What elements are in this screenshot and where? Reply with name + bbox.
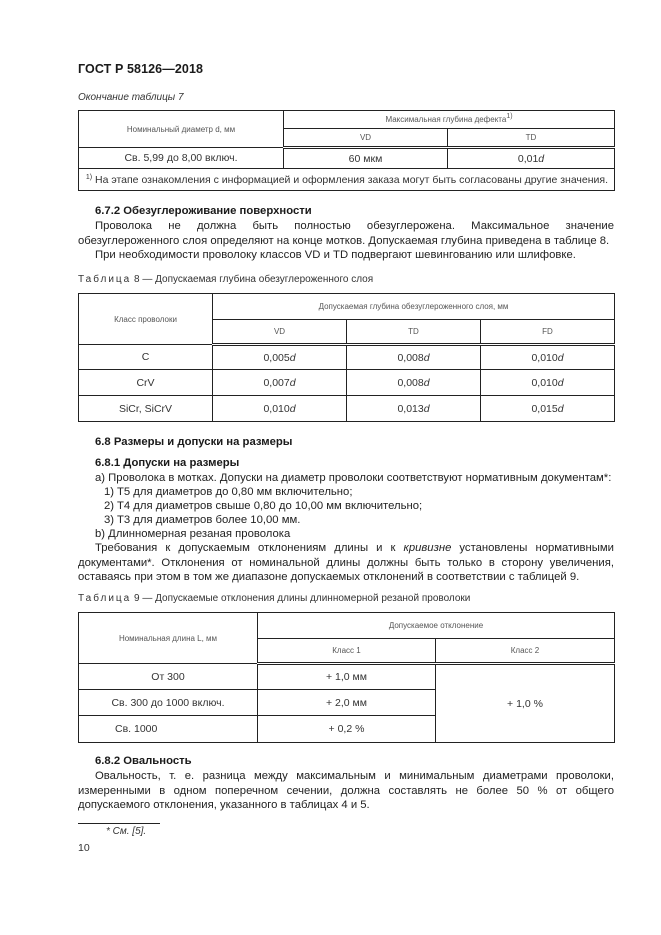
table-row — [79, 345, 615, 370]
section-6-8-1-subitem-2: 2) T4 для диаметров свыше 0,80 до 10,00 мм включительно; — [104, 500, 423, 512]
table9-subheader-class2: Класс 2 — [436, 639, 615, 664]
table8-cell-vd: 0,007d — [213, 370, 347, 396]
page-number: 10 — [78, 842, 90, 854]
table8-cell-vd: 0,005d — [213, 345, 347, 370]
table9-caption: Таблица 9 — Допускаемые отклонения длины длинномерной резаной проволоки — [78, 593, 471, 604]
footnote-separator — [78, 823, 160, 824]
table9-cell-length: От 300 — [79, 664, 258, 690]
table7-header-diameter: Номинальный диаметр d, мм — [79, 111, 284, 148]
table8-cell-td: 0,008d — [347, 370, 481, 396]
table8-cell-vd: 0,010d — [213, 396, 347, 422]
table7-cell-vd: 60 мкм — [284, 148, 448, 169]
table-7 — [78, 110, 615, 191]
section-6-8-title: 6.8 Размеры и допуски на размеры — [95, 436, 293, 448]
table9-cell-class2-merged: + 1,0 % — [436, 664, 615, 743]
section-6-8-1-title: 6.8.1 Допуски на размеры — [95, 457, 240, 469]
section-6-8-1-para-b: Требования к допускаемым отклонениям длины и к кривизне установлены нормативными документами*. Отклонения от номинальной длины должны быть только в сторону увеличения, оставаясь при этом в том же диапазоне допускаемых отклонений в соответствии с таблицей 9. — [78, 542, 614, 584]
table8-cell-class: SiCr, SiCrV — [79, 396, 213, 422]
table7-subheader-vd: VD — [284, 129, 448, 148]
section-6-7-2-para2: При необходимости проволоку классов VD и TD подвергают шевингованию или шлифовке. — [95, 249, 576, 261]
section-6-8-1-subitem-1: 1) T5 для диаметров до 0,80 мм включительно; — [104, 486, 353, 498]
table-row — [79, 664, 615, 690]
table9-subheader-class1: Класс 1 — [258, 639, 436, 664]
table9-header-deviation: Допускаемое отклонение — [258, 613, 615, 639]
table9-cell-class1: + 2,0 мм — [258, 690, 436, 716]
table-row — [79, 396, 615, 422]
table9-cell-length: Св. 300 до 1000 включ. — [79, 690, 258, 716]
table7-cell-diameter: Св. 5,99 до 8,00 включ. — [79, 148, 284, 169]
section-6-7-2-title: 6.7.2 Обезуглероживание поверхности — [95, 205, 312, 217]
table8-cell-fd: 0,015d — [481, 396, 615, 422]
section-6-7-2-para1: Проволока не должна быть полностью обезуглерожена. Максимальное значение обезуглероженного слоя определяют на конце мотков. Допускаемая глубина приведена в таблице 8. — [78, 220, 614, 247]
table-row — [79, 148, 615, 169]
section-6-8-1-item-b: b) Длинномерная резаная проволока — [95, 528, 291, 540]
table8-header-depth: Допускаемая глубина обезуглероженного слоя, мм — [213, 294, 615, 320]
table7-footnote: $^{1)}$ На этапе ознакомления с информацией и оформления заказа могут быть согласованы другие значения. — [79, 169, 615, 191]
table8-subheader-vd: VD — [213, 320, 347, 345]
table7-caption: Окончание таблицы 7 — [78, 92, 184, 103]
table7-subheader-td: TD — [448, 129, 615, 148]
table8-cell-td: 0,013d — [347, 396, 481, 422]
table8-cell-td: 0,008d — [347, 345, 481, 370]
section-6-8-2-title: 6.8.2 Овальность — [95, 755, 192, 767]
table-row — [79, 370, 615, 396]
table-9 — [78, 612, 615, 743]
table9-cell-class1: + 0,2 % — [258, 716, 436, 743]
table9-cell-class1: + 1,0 мм — [258, 664, 436, 690]
footnote-text: * См. [5]. — [106, 826, 147, 837]
section-6-8-1-item-a: a) Проволока в мотках. Допуски на диаметр проволоки соответствуют нормативным документам*: — [95, 472, 612, 484]
document-header: ГОСТ Р 58126—2018 — [78, 62, 204, 76]
section-6-8-2-para: Овальность, т. е. разница между максимальным и минимальным диаметрами проволоки, измеренными в одном поперечном сечении, должна составлять не более 50 % от общего допускаемого отклонения, указанного в таблицах 4 и 5. — [78, 770, 614, 812]
table9-cell-length: Св. 1000 — [79, 716, 258, 743]
table8-caption: Таблица 8 — Допускаемая глубина обезуглероженного слоя — [78, 274, 374, 285]
table8-subheader-fd: FD — [481, 320, 615, 345]
table8-cell-fd: 0,010d — [481, 370, 615, 396]
table8-subheader-td: TD — [347, 320, 481, 345]
table-8 — [78, 293, 615, 422]
section-6-8-1-subitem-3: 3) T3 для диаметров более 10,00 мм. — [104, 514, 301, 526]
table7-header-depth: Максимальная глубина дефекта$^{1)}$ — [284, 111, 615, 129]
table8-cell-class: CrV — [79, 370, 213, 396]
table9-header-length: Номинальная длина L, мм — [79, 613, 258, 664]
table8-header-class: Класс проволоки — [79, 294, 213, 345]
table8-cell-class: C — [79, 345, 213, 370]
table7-cell-td: 0,01d — [448, 148, 615, 169]
table8-cell-fd: 0,010d — [481, 345, 615, 370]
